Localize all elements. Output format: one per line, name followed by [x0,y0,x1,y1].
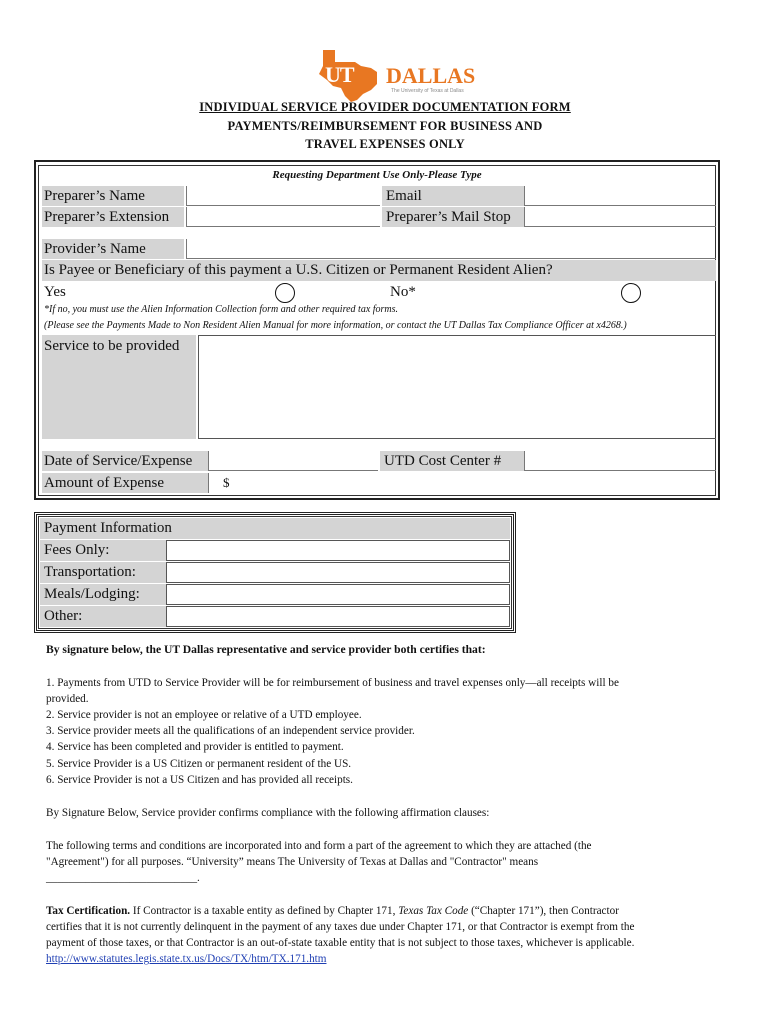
form-title-line3: TRAVEL EXPENSES ONLY [305,137,465,151]
amount-field[interactable] [208,473,716,493]
form-title-line1: INDIVIDUAL SERVICE PROVIDER DOCUMENTATION FORM [199,100,571,114]
terms-line-1: The following terms and conditions are incorporated into and form a part of the agreement to which they are attached (the [46,840,592,852]
service-label: Service to be provided [42,335,196,439]
meals-lodging-field[interactable] [166,584,510,605]
yes-label: Yes [44,284,66,300]
certify-item-3: 3. Service provider meets all the qualifications of an independent service provider. [46,725,415,737]
dollar-sign: $ [223,475,230,490]
certify-item-1b: provided. [46,693,89,705]
preparer-extension-field[interactable] [186,207,380,227]
preparer-mail-stop-label: Preparer’s Mail Stop [382,207,524,227]
preparer-extension-label: Preparer’s Extension [42,207,184,227]
email-label: Email [382,186,524,206]
provider-name-field[interactable] [186,239,716,259]
affirmation-intro: By Signature Below, Service provider confirms compliance with the following affirmation clauses: [46,807,490,819]
tax-text-c: (“Chapter 171”), then Contractor [468,905,619,917]
no-label: No* [390,284,416,300]
transportation-field[interactable] [166,562,510,583]
other-field[interactable] [166,606,510,627]
no-radio[interactable] [621,283,641,303]
meals-lodging-label: Meals/Lodging: [40,584,166,605]
certify-item-1a: 1. Payments from UTD to Service Provider will be for reimbursement of business and travel expenses only—all receipts will be [46,677,619,689]
tax-line-3: payment of those taxes, or that Contractor is an out-of-state taxable entity that is not subject to those taxes, whichever is applicable. [46,937,635,949]
citizen-question: Is Payee or Beneficiary of this payment a U.S. Citizen or Permanent Resident Alien? [42,260,716,281]
yes-radio[interactable] [275,283,295,303]
certify-item-5: 5. Service Provider is a US Citizen or permanent resident of the US. [46,758,352,770]
preparer-name-field[interactable] [186,186,380,206]
date-of-service-label: Date of Service/Expense [42,451,208,471]
cost-center-label: UTD Cost Center # [380,451,524,471]
tax-line-1 [46,903,619,919]
tax-heading: Tax Certification. [46,905,131,917]
preparer-name-label: Preparer’s Name [42,186,184,206]
other-label: Other: [40,606,166,627]
form-subheading: Requesting Department Use Only-Please Type [272,169,482,181]
logo-tagline: The University of Texas at Dallas [391,88,464,94]
fees-only-field[interactable] [166,540,510,561]
certify-heading: By signature below, the UT Dallas representative and service provider both certifies that: [46,643,486,656]
provider-name-label: Provider’s Name [42,239,184,259]
logo-ut-text: UT [325,62,354,87]
amount-label: Amount of Expense [42,473,208,493]
contractor-blank: ___________________________. [46,872,200,884]
alien-form-note: *If no, you must use the Alien Information Collection form and other required tax forms. [44,304,399,315]
ut-dallas-logo [313,44,476,102]
cost-center-field[interactable] [524,451,716,471]
nonresident-manual-note: (Please see the Payments Made to Non Resident Alien Manual for more information, or contact the UT Dallas Tax Compliance Officer at x4268.) [44,320,627,331]
certify-item-4: 4. Service has been completed and provider is entitled to payment. [46,741,344,753]
tax-text-a: If Contractor is a taxable entity as defined by Chapter 171, [130,905,399,917]
preparer-mail-stop-field[interactable] [524,207,716,227]
form-title-line2: PAYMENTS/REIMBURSEMENT FOR BUSINESS AND [227,119,543,133]
payment-heading: Payment Information [40,518,510,539]
date-of-service-field[interactable] [208,451,378,471]
service-field[interactable] [198,335,716,439]
statutes-link[interactable]: http://www.statutes.legis.state.tx.us/Docs/TX/htm/TX.171.htm [46,953,327,965]
transportation-label: Transportation: [40,562,166,583]
email-field[interactable] [524,186,716,206]
logo-dallas-text: DALLAS [386,63,476,88]
certify-item-6: 6. Service Provider is not a US Citizen and has provided all receipts. [46,774,353,786]
tax-line-2: certifies that it is not currently delinquent in the payment of any taxes due under Chapter 171, or that Contractor is exempt from the [46,921,635,933]
fees-only-label: Fees Only: [40,540,166,561]
terms-line-2: "Agreement") for all purposes. “University” means The University of Texas at Dallas and "Contractor" means [46,856,539,868]
tax-code-ref: Texas Tax Code [398,905,469,917]
certify-item-2: 2. Service provider is not an employee or relative of a UTD employee. [46,709,362,721]
